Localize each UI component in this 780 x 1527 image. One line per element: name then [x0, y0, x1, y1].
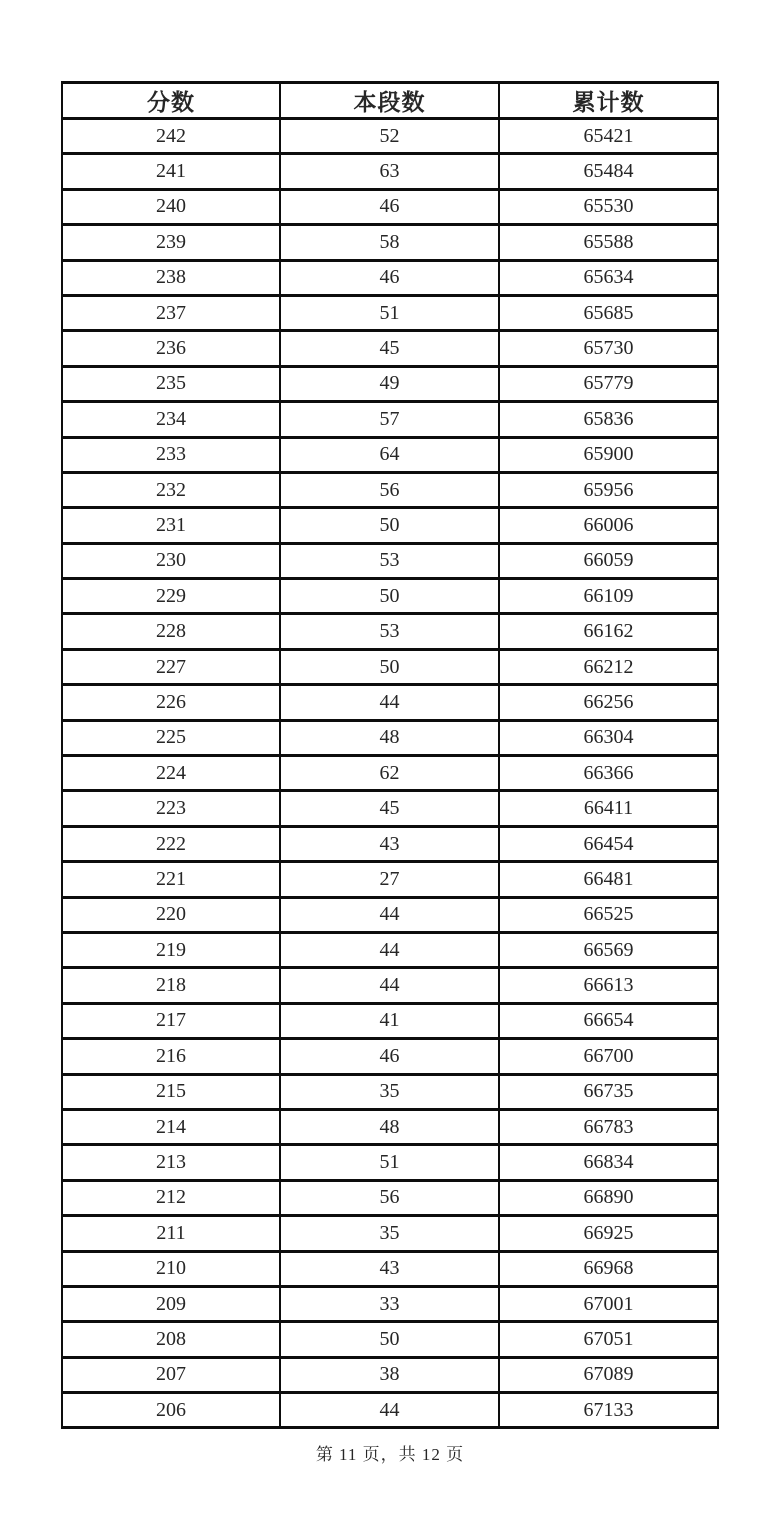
score-cell: 228 — [62, 614, 280, 649]
table-row — [62, 225, 718, 260]
segment-count-cell: 49 — [280, 366, 499, 401]
cumulative-count-cell: 66109 — [499, 579, 718, 614]
table-row — [62, 437, 718, 472]
table-row — [62, 649, 718, 684]
cumulative-count-cell: 66654 — [499, 1003, 718, 1038]
score-cell: 230 — [62, 543, 280, 578]
table-row — [62, 543, 718, 578]
score-cell: 221 — [62, 862, 280, 897]
cumulative-count-cell: 66834 — [499, 1145, 718, 1180]
cumulative-count-cell: 67051 — [499, 1322, 718, 1357]
cumulative-count-cell: 66925 — [499, 1216, 718, 1251]
cumulative-count-cell: 66006 — [499, 508, 718, 543]
score-cell: 225 — [62, 720, 280, 755]
cumulative-count-cell: 66304 — [499, 720, 718, 755]
table-row — [62, 1286, 718, 1321]
segment-count-cell: 35 — [280, 1074, 499, 1109]
segment-count-cell: 51 — [280, 1145, 499, 1180]
segment-count-cell: 52 — [280, 119, 499, 154]
segment-count-cell: 50 — [280, 649, 499, 684]
score-cell: 219 — [62, 932, 280, 967]
score-cell: 206 — [62, 1393, 280, 1428]
cumulative-count-cell: 65588 — [499, 225, 718, 260]
score-cell: 218 — [62, 968, 280, 1003]
segment-count-cell: 44 — [280, 1393, 499, 1428]
score-cell: 222 — [62, 826, 280, 861]
score-cell: 239 — [62, 225, 280, 260]
segment-count-cell: 38 — [280, 1357, 499, 1392]
table-row — [62, 1074, 718, 1109]
cumulative-count-cell: 66968 — [499, 1251, 718, 1286]
cumulative-count-cell: 66454 — [499, 826, 718, 861]
cumulative-count-cell: 65685 — [499, 295, 718, 330]
score-cell: 220 — [62, 897, 280, 932]
cumulative-count-cell: 67089 — [499, 1357, 718, 1392]
score-cell: 240 — [62, 189, 280, 224]
score-cell: 216 — [62, 1039, 280, 1074]
cumulative-count-cell: 66700 — [499, 1039, 718, 1074]
score-cell: 236 — [62, 331, 280, 366]
table-row — [62, 472, 718, 507]
score-cell: 208 — [62, 1322, 280, 1357]
header-row — [62, 83, 718, 119]
segment-count-cell: 48 — [280, 720, 499, 755]
segment-count-cell: 53 — [280, 614, 499, 649]
score-distribution-table — [61, 81, 719, 1429]
cumulative-count-cell: 65421 — [499, 119, 718, 154]
table-row — [62, 897, 718, 932]
table-row — [62, 685, 718, 720]
segment-count-cell: 44 — [280, 932, 499, 967]
table-row — [62, 791, 718, 826]
table-row — [62, 1039, 718, 1074]
score-cell: 223 — [62, 791, 280, 826]
table-row — [62, 1109, 718, 1144]
segment-count-cell: 48 — [280, 1109, 499, 1144]
table-row — [62, 756, 718, 791]
score-cell: 242 — [62, 119, 280, 154]
table-row — [62, 189, 718, 224]
table-row — [62, 508, 718, 543]
segment-count-cell: 44 — [280, 897, 499, 932]
page-number-footer: 第 11 页，共 12 页 — [315, 1445, 465, 1464]
table-row — [62, 932, 718, 967]
table-row — [62, 826, 718, 861]
cumulative-count-cell: 66212 — [499, 649, 718, 684]
segment-count-cell: 33 — [280, 1286, 499, 1321]
cumulative-count-cell: 65530 — [499, 189, 718, 224]
cumulative-count-cell: 65900 — [499, 437, 718, 472]
segment-count-cell: 46 — [280, 260, 499, 295]
table-row — [62, 1322, 718, 1357]
score-cell: 210 — [62, 1251, 280, 1286]
score-cell: 213 — [62, 1145, 280, 1180]
cumulative-count-cell: 65836 — [499, 402, 718, 437]
table-row — [62, 614, 718, 649]
table-row — [62, 295, 718, 330]
segment-count-cell: 51 — [280, 295, 499, 330]
score-cell: 226 — [62, 685, 280, 720]
cumulative-count-cell: 66569 — [499, 932, 718, 967]
segment-count-cell: 35 — [280, 1216, 499, 1251]
score-cell: 227 — [62, 649, 280, 684]
cumulative-count-cell: 65484 — [499, 154, 718, 189]
column-header-segment-count: 本段数 — [280, 83, 499, 119]
score-cell: 231 — [62, 508, 280, 543]
score-cell: 224 — [62, 756, 280, 791]
score-cell: 209 — [62, 1286, 280, 1321]
segment-count-cell: 45 — [280, 331, 499, 366]
cumulative-count-cell: 67001 — [499, 1286, 718, 1321]
table-row — [62, 331, 718, 366]
table-row — [62, 720, 718, 755]
cumulative-count-cell: 66783 — [499, 1109, 718, 1144]
segment-count-cell: 50 — [280, 508, 499, 543]
table-row — [62, 862, 718, 897]
table-row — [62, 366, 718, 401]
segment-count-cell: 63 — [280, 154, 499, 189]
segment-count-cell: 43 — [280, 1251, 499, 1286]
cumulative-count-cell: 66613 — [499, 968, 718, 1003]
table-row — [62, 1145, 718, 1180]
segment-count-cell: 56 — [280, 1180, 499, 1215]
score-cell: 234 — [62, 402, 280, 437]
score-cell: 232 — [62, 472, 280, 507]
segment-count-cell: 53 — [280, 543, 499, 578]
cumulative-count-cell: 67133 — [499, 1393, 718, 1428]
column-header-score: 分数 — [62, 83, 280, 119]
table-row — [62, 1357, 718, 1392]
table-row — [62, 1003, 718, 1038]
table-row — [62, 402, 718, 437]
cumulative-count-cell: 66735 — [499, 1074, 718, 1109]
cumulative-count-cell: 66059 — [499, 543, 718, 578]
segment-count-cell: 50 — [280, 579, 499, 614]
segment-count-cell: 27 — [280, 862, 499, 897]
segment-count-cell: 41 — [280, 1003, 499, 1038]
segment-count-cell: 62 — [280, 756, 499, 791]
cumulative-count-cell: 65634 — [499, 260, 718, 295]
cumulative-count-cell: 66366 — [499, 756, 718, 791]
score-cell: 235 — [62, 366, 280, 401]
table-row — [62, 154, 718, 189]
table-row — [62, 968, 718, 1003]
segment-count-cell: 56 — [280, 472, 499, 507]
cumulative-count-cell: 66525 — [499, 897, 718, 932]
segment-count-cell: 45 — [280, 791, 499, 826]
cumulative-count-cell: 66481 — [499, 862, 718, 897]
table-row — [62, 1216, 718, 1251]
cumulative-count-cell: 66890 — [499, 1180, 718, 1215]
score-cell: 241 — [62, 154, 280, 189]
table-body — [62, 119, 718, 1428]
segment-count-cell: 50 — [280, 1322, 499, 1357]
segment-count-cell: 44 — [280, 685, 499, 720]
score-cell: 214 — [62, 1109, 280, 1144]
cumulative-count-cell: 66411 — [499, 791, 718, 826]
score-cell: 237 — [62, 295, 280, 330]
score-cell: 212 — [62, 1180, 280, 1215]
cumulative-count-cell: 66256 — [499, 685, 718, 720]
table-row — [62, 1251, 718, 1286]
score-cell: 215 — [62, 1074, 280, 1109]
segment-count-cell: 43 — [280, 826, 499, 861]
table-row — [62, 1393, 718, 1428]
score-cell: 217 — [62, 1003, 280, 1038]
table-row — [62, 1180, 718, 1215]
score-cell: 207 — [62, 1357, 280, 1392]
segment-count-cell: 46 — [280, 1039, 499, 1074]
column-header-cumulative-count: 累计数 — [499, 83, 718, 119]
cumulative-count-cell: 65730 — [499, 331, 718, 366]
table-row — [62, 119, 718, 154]
segment-count-cell: 64 — [280, 437, 499, 472]
score-cell: 229 — [62, 579, 280, 614]
score-cell: 211 — [62, 1216, 280, 1251]
segment-count-cell: 44 — [280, 968, 499, 1003]
score-cell: 233 — [62, 437, 280, 472]
table-row — [62, 260, 718, 295]
cumulative-count-cell: 65956 — [499, 472, 718, 507]
segment-count-cell: 57 — [280, 402, 499, 437]
table-row — [62, 579, 718, 614]
cumulative-count-cell: 66162 — [499, 614, 718, 649]
segment-count-cell: 58 — [280, 225, 499, 260]
cumulative-count-cell: 65779 — [499, 366, 718, 401]
score-cell: 238 — [62, 260, 280, 295]
segment-count-cell: 46 — [280, 189, 499, 224]
